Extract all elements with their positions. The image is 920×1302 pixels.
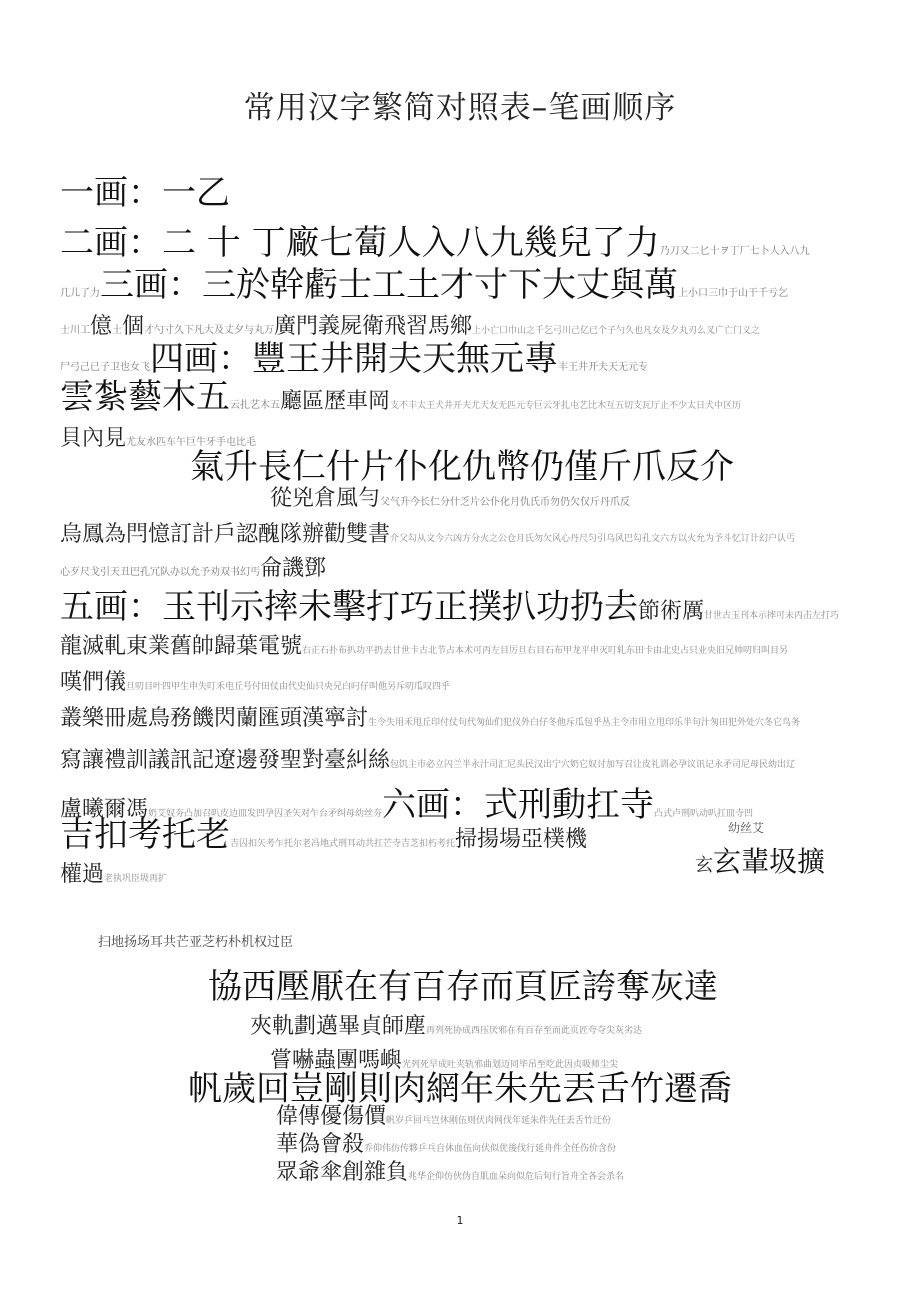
- traditional-chars: 節術厲: [638, 599, 705, 624]
- simplified-chars: 士川工: [60, 325, 90, 336]
- char-row: [250, 1016, 642, 1038]
- char-row: [276, 1106, 611, 1128]
- traditional-chars: 雲紮藝木五: [60, 377, 230, 417]
- simplified-chars: 父气升今长仁分什乏片公仆化月仇氏币勿仍欠仅斤丹爪反: [380, 497, 631, 508]
- traditional-chars: 個: [122, 314, 145, 339]
- traditional-chars: 烏鳳為閂憶訂計戶認醜隊辦勸雙書: [60, 522, 391, 547]
- traditional-chars: 廣門義屍衛飛習馬鄉: [274, 314, 473, 339]
- simplified-chars: 云扎艺木五: [230, 400, 280, 411]
- section-heading-5-stroke: [60, 587, 840, 627]
- char-row: [60, 750, 795, 772]
- traditional-chars: 偉傳優傷價: [276, 1104, 387, 1129]
- simplified-chars: 包饥主市必立闪兰半永汁司汇尼头民汉出宁穴奶它奴讨加写召让皮礼训必孕议讯记永矛司尼母民幼出辽: [390, 760, 796, 770]
- traditional-chars: 華偽會殺: [276, 1132, 365, 1157]
- page-title: 常用汉字繁简对照表–笔画顺序: [243, 90, 677, 126]
- simplified-chars: 再列死协成西压厌邪在有百存至而此页匠夸夺尖灰劣达: [426, 1026, 643, 1036]
- traditional-chars: 從兇倉風勻: [270, 486, 381, 511]
- traditional-chars: 盧曦爾馮: [60, 797, 149, 822]
- heading-text: 三画：三於幹虧士工土才寸下大丈與萬: [100, 265, 678, 305]
- traditional-chars: 廳區歷車岡: [280, 389, 391, 414]
- traditional-chars: 侖譏鄧: [260, 556, 327, 581]
- traditional-chars: 掃揚場亞樸機: [455, 827, 588, 852]
- traditional-chars: 嘗嚇蟲團嗎嶼: [270, 1048, 403, 1073]
- char-row: [270, 488, 630, 510]
- simplified-chars: 支不丰太王犬井开夫尤天友无匹元专巨云牙扎屯艺比木互五切支瓦厅止不少太日犬中区历: [390, 401, 742, 411]
- char-row: [695, 845, 826, 878]
- char-row: [60, 558, 326, 580]
- char-row: [60, 708, 800, 730]
- simplified-chars: 幼丝艾: [728, 821, 765, 835]
- simplified-chars: 光列死早成吐夹轨邪曲划迈同毕吊至吃此因贞吸师尘尖: [402, 1060, 619, 1070]
- section-heading-4-stroke: [60, 339, 648, 379]
- simplified-chars: 尸弓己已子卫也女飞: [60, 362, 150, 373]
- simplified-chars: 土: [112, 325, 123, 336]
- simplified-chars: 才勺寸久下凡大及丈夕与丸万: [144, 325, 275, 336]
- char-row: [276, 1134, 616, 1156]
- simplified-chars: 帆岁乒回乓岂休刚伍则伏肉网伐年延朱件先任丢舌竹迁份: [386, 1116, 612, 1126]
- traditional-chars: 權過: [60, 862, 105, 887]
- simplified-chars: 老执巩臣圾再扩: [104, 874, 168, 884]
- char-row: [60, 524, 795, 546]
- heading-text: 四画：豐王井開夫天無元專: [150, 339, 558, 379]
- char-row: [60, 672, 450, 694]
- simplified-chars: 上小亡口巾山之千乞弓川己亿已个子勺久也凡女及夕丸刃么叉广亡门义之: [472, 326, 761, 336]
- simplified-chars: 生令失用禾甩丘印付仗句代匆仙们犯仪外白仔冬他斥瓜包乎丛主令市用立甩印乐半句汁匆田犯外处穴冬它鸟务: [368, 718, 801, 728]
- traditional-chars: 億: [90, 314, 113, 339]
- simplified-chars: 尤友水匹车午巨牛牙手屯比毛: [126, 437, 257, 448]
- traditional-chars: 玄輩圾擴: [713, 845, 826, 878]
- section-heading-2-stroke: [60, 223, 810, 263]
- char-row: [60, 864, 167, 886]
- heading-text: 六画：式刑動扛寺: [382, 785, 655, 825]
- section-heading-3-stroke: [60, 265, 788, 305]
- traditional-chars: 夾軌劃邁畢貞師塵: [250, 1014, 427, 1039]
- section-heading-1-stroke: 一画：一乙: [60, 173, 230, 213]
- char-row: [276, 1162, 624, 1184]
- simplified-chars: 介父勾从文今六凶方分火之公仓月氏勿欠风心丹尺匀引乌风巴勾孔文六方以火允为予斗忆订计幻户认丐: [390, 534, 796, 544]
- traditional-chars: 寫讓禮訓議訊記遼邊發聖對臺糾絲: [60, 748, 391, 773]
- simplified-chars: 兆华企仰仿伙伪自肌血朵向似危后旬行旨舟全各会杀名: [408, 1172, 625, 1182]
- char-row: 協西壓厭在有百存而頁匠誇奪灰達: [208, 967, 718, 1007]
- simplified-chars: 甘世古玉刊本示摔可未丙击左打巧: [704, 611, 840, 621]
- simplified-chars: 丰王井开夫天无元专: [558, 362, 648, 373]
- traditional-chars: 貝內見: [60, 426, 127, 451]
- traditional-chars: 叢樂冊處鳥務饑閃蘭匯頭漢寧討: [60, 706, 369, 731]
- char-row: [60, 377, 742, 417]
- simplified-chars: 上小口三巾于山干千亏乞: [678, 288, 788, 299]
- page-number: 1: [456, 1214, 464, 1227]
- char-row: [60, 815, 588, 855]
- char-row: [60, 636, 788, 658]
- simplified-chars: 旦叨目叶四甲生申失叮禾电丘号付田仗由代史仙只央兄白叼仔叫他另斥叨瓜叹四乎: [126, 682, 451, 692]
- char-row: 帆歲回豈剛則肉網年朱先丟舌竹遷喬: [188, 1069, 732, 1109]
- simplified-chars: 凸式卢刑叭动叭扛皿寺凹: [654, 809, 754, 819]
- simplified-chars: 吉囚扣矢考乍托尔老冯地式刑耳动共扛芒寺吉芝扣朽考托: [230, 839, 456, 849]
- simplified-chars: 心歹尺戈引天丑巴孔冗队办以允予劝双书幻丐: [60, 567, 260, 578]
- traditional-chars: 嘆們儀: [60, 670, 127, 695]
- simplified-chars: 右正石扑布扒功平扔去甘世卡古北节占本术可丙左目厉旦右目石布甲龙平申灭叮轧东田卡由北史占只业央旧兄帅叨归叫目另: [302, 646, 789, 656]
- char-row: [60, 316, 760, 338]
- simplified-chars: 奶艾奴夯凸加召叭皮边皿发凹孕囚圣矢对乍台矛纠母幼丝夯: [148, 809, 383, 819]
- simplified-chars: 乃刀又二匕十ヲ丁厂七卜人入八九: [659, 246, 810, 257]
- traditional-chars: 眾爺傘創雜負: [276, 1160, 409, 1185]
- simplified-chars: 乔仰伟仿传夥乒乓自休血伍向伏似优後伐行延舟件全任伤价含份: [364, 1144, 617, 1154]
- traditional-chars: 龍滅軋東業舊帥歸葉電號: [60, 634, 303, 659]
- simplified-chars: 几儿了力: [60, 288, 100, 299]
- simplified-chars: 扫地扬场耳共芒亚芝朽朴机权过臣: [98, 935, 294, 950]
- traditional-chars: 吉扣考托老: [60, 815, 230, 855]
- simplified-chars: 玄: [695, 855, 713, 876]
- heading-text: 二画：二 十 丁廠七蔔人入八九幾兒了力: [60, 223, 660, 263]
- heading-text: 五画：玉刊示摔未擊打巧正撲扒功扔去: [60, 587, 638, 627]
- char-row: 氣升長仁什片仆化仇幣仍僅斤爪反介: [190, 447, 734, 487]
